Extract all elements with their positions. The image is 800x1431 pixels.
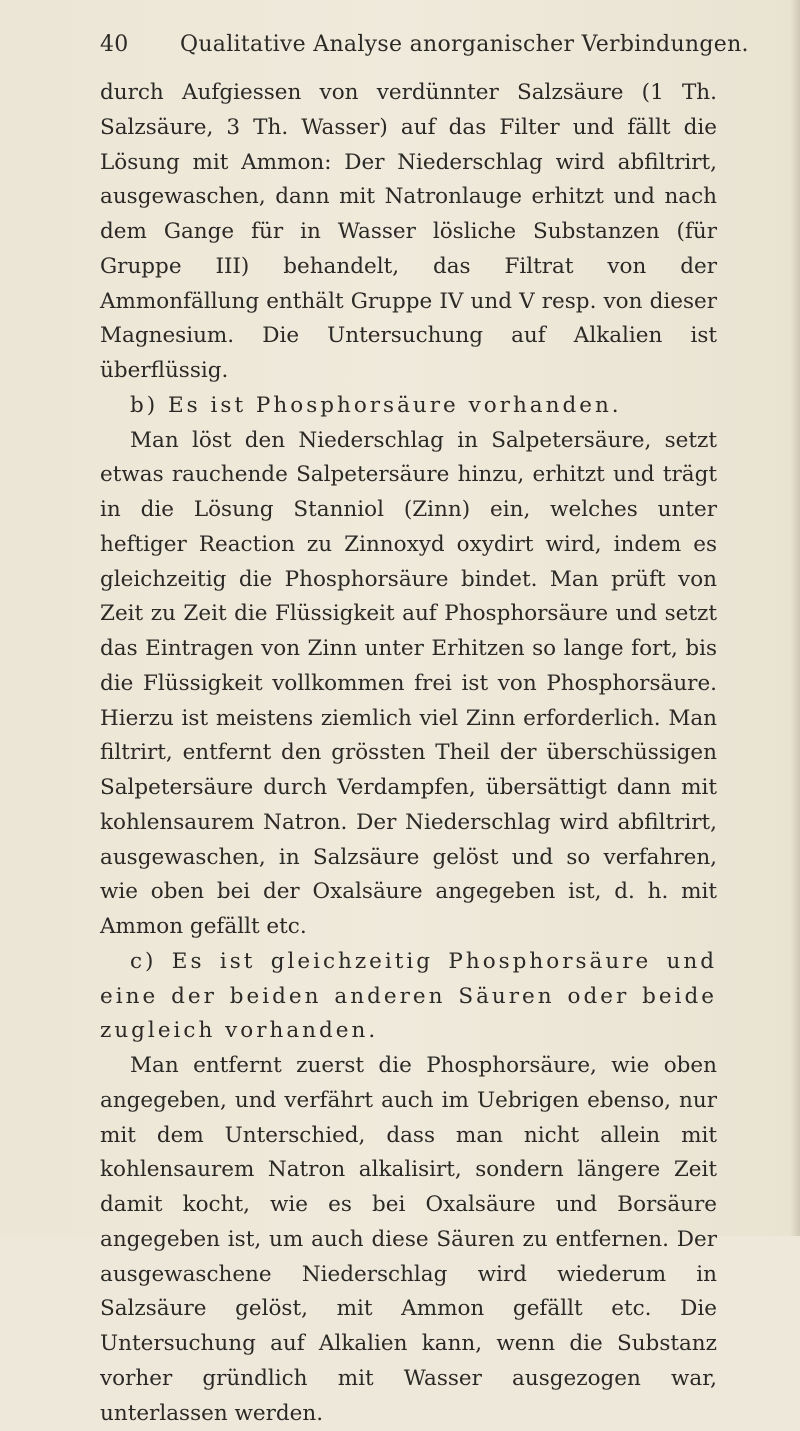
paragraph-phosphoric-acid: Man löst den Niederschlag in Salpetersäure, setzt etwas rauchende Salpetersäure hinzu, erhitzt und trägt in die Lösung Stanniol (Zinn) ein, welches unter heftiger Reaction zu Zinnoxyd oxydirt wird, indem es gleichzeitig die Phosphorsäure bindet. Man prüft von Zeit zu Zeit die Flüssigkeit auf Phosphorsäure und setzt das Eintragen von Zinn unter Erhitzen so lange fort, bis die Flüssigkeit vollkommen frei ist von Phosphorsäure. Hierzu ist meistens ziemlich viel Zinn erforderlich. Man filtrirt, entfernt den grössten Theil der überschüssigen Salpetersäure durch Verdampfen, übersättigt dann mit kohlensaurem Natron. Der Niederschlag wird abfiltrirt, ausgewaschen, in Salzsäure gelöst und so verfahren, wie oben bei der Oxalsäure angegeben ist, d. h. mit Ammon gefällt etc. xyxy=(100,427,717,939)
page-number: 40 xyxy=(100,32,129,57)
section-heading-b: b) Es ist Phosphorsäure vorhanden. xyxy=(130,392,622,418)
paragraph-combined-acids: Man entfernt zuerst die Phosphorsäure, wie oben angegeben, und verfährt auch im Uebrigen ebenso, nur mit dem Unterschied, dass man nicht allein mit kohlensaurem Natron alkalisirt, sondern längere Zeit damit kocht, wie es bei Oxalsäure und Borsäure angegeben ist, um auch diese Säuren zu entfernen. Der ausgewaschene Niederschlag wird wiederum in Salzsäure gelöst, mit Ammon gefällt etc. Die Untersuchung auf Alkalien kann, wenn die Substanz vorher gründlich mit Wasser ausgezogen war, unterlassen werden. xyxy=(100,1053,717,1426)
running-title: Qualitative Analyse anorganischer Verbindungen. xyxy=(180,32,749,57)
paragraph-continuation: durch Aufgiessen von verdünnter Salzsäure (1 Th. Salzsäure, 3 Th. Wasser) auf das Filter und fällt die Lösung mit Ammon: Der Niederschlag wird abfiltrirt, ausgewaschen, dann mit Natronlauge erhitzt und nach dem Gange für in Wasser lösliche Substanzen (für Gruppe III) behandelt, das Filtrat von der Ammonfällung enthält Gruppe IV und V resp. von dieser Magnesium. Die Untersuchung auf Alkalien ist überflüssig. xyxy=(100,80,717,383)
page-header xyxy=(100,28,749,62)
body-text xyxy=(100,76,717,1431)
page-edge-shadow xyxy=(790,0,800,1236)
section-heading-c: c) Es ist gleichzeitig Phosphorsäure und eine der beiden anderen Säuren oder beide zugleich vorhanden. xyxy=(100,948,717,1044)
